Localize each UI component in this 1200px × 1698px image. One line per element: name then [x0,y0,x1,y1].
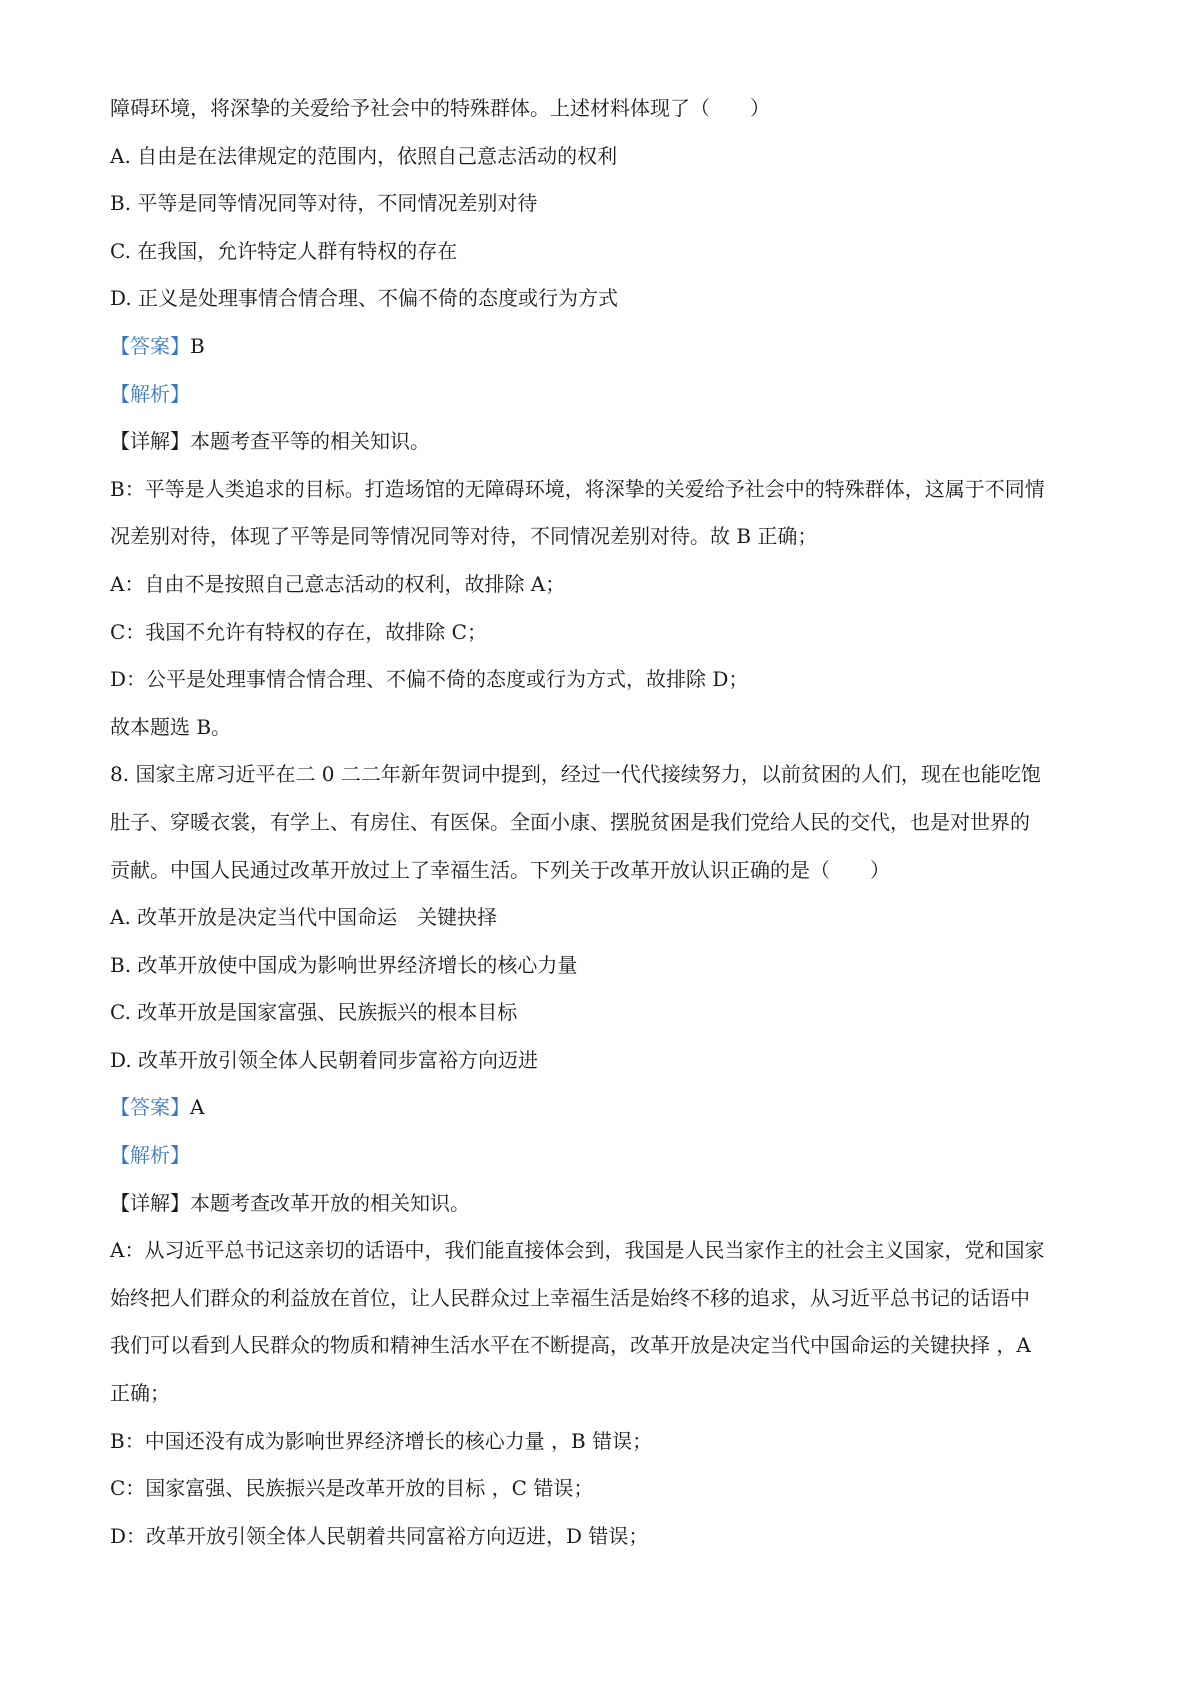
text-line: D：公平是处理事情合情合理、不偏不倚的态度或行为方式，故排除 D； [110,667,749,692]
text-line: 【详解】本题考查改革开放的相关知识。 [110,1190,470,1215]
text-line: 贡献。中国人民通过改革开放过上了幸福生活。下列关于改革开放认识正确的是（ ） [110,857,890,882]
text-line: C：我国不允许有特权的存在，故排除 C； [110,619,487,644]
text-line: B：中国还没有成为影响世界经济增长的核心力量 ，B 错误； [110,1428,653,1453]
text-line: D. 正义是处理事情合情合理、不偏不倚的态度或行为方式 [110,286,619,311]
section-label: 【答案】 [110,1095,190,1120]
text-line: 【详解】本题考查平等的相关知识。 [110,429,430,454]
text-line: 始终把人们群众的利益放在首位，让人民群众过上幸福生活是始终不移的追求，从习近平总书记的话语中 [110,1285,1030,1310]
section-label: 【答案】 [110,333,190,358]
section-value: B [190,333,205,358]
text-line: D：改革开放引领全体人民朝着共同富裕方向迈进，D 错误； [110,1523,649,1548]
text-line: C. 在我国，允许特定人群有特权的存在 [110,238,458,263]
section-label: 【解析】 [110,1143,190,1168]
text-line: A. 自由是在法律规定的范围内，依照自己意志活动的权利 [110,143,618,168]
answer-label-line [110,1141,1110,1169]
text-line: B. 改革开放使中国成为影响世界经济增长的核心力量 [110,952,578,977]
text-line: D. 改革开放引领全体人民朝着同步富裕方向迈进 [110,1047,539,1072]
text-line: A. 改革开放是决定当代中国命运 关键抉择 [110,905,498,930]
section-value: A [190,1095,205,1120]
text-line: 障碍环境，将深挚的关爱给予社会中的特殊群体。上述材料体现了（ ） [110,96,770,120]
text-line: 况差别对待，体现了平等是同等情况同等对待，不同情况差别对待。故 B 正确； [110,524,818,549]
section-label: 【解析】 [110,381,190,406]
answer-label-line [110,1093,1110,1121]
text-line: B：平等是人类追求的目标。打造场馆的无障碍环境，将深挚的关爱给予社会中的特殊群体，这属于不同情 [110,476,1045,501]
text-line: C：国家富强、民族振兴是改革开放的目标 ，C 错误； [110,1476,594,1501]
text-line: 正确； [110,1381,170,1406]
text-line: 我们可以看到人民群众的物质和精神生活水平在不断提高，改革开放是决定当代中国命运的关键抉择 ，A [110,1333,1031,1358]
text-line: C. 改革开放是国家富强、民族振兴的根本目标 [110,1000,518,1025]
text-line: 8. 国家主席习近平在二 0 二二年新年贺词中提到，经过一代代接续努力，以前贫困的人们，现在也能吃饱 [110,762,1041,787]
text-line: B. 平等是同等情况同等对待，不同情况差别对待 [110,191,538,216]
text-line: A：自由不是按照自己意志活动的权利，故排除 A； [110,571,566,596]
text-line: A：从习近平总书记这亲切的话语中，我们能直接体会到，我国是人民当家作主的社会主义国家，党和国家 [110,1238,1045,1263]
text-line: 故本题选 B。 [110,714,232,739]
text-line: 肚子、穿暖衣裳，有学上、有房住、有医保。全面小康、摆脱贫困是我们党给人民的交代，也是对世界的 [110,809,1030,834]
answer-label-line [110,380,1110,408]
answer-label-line [110,332,1110,360]
